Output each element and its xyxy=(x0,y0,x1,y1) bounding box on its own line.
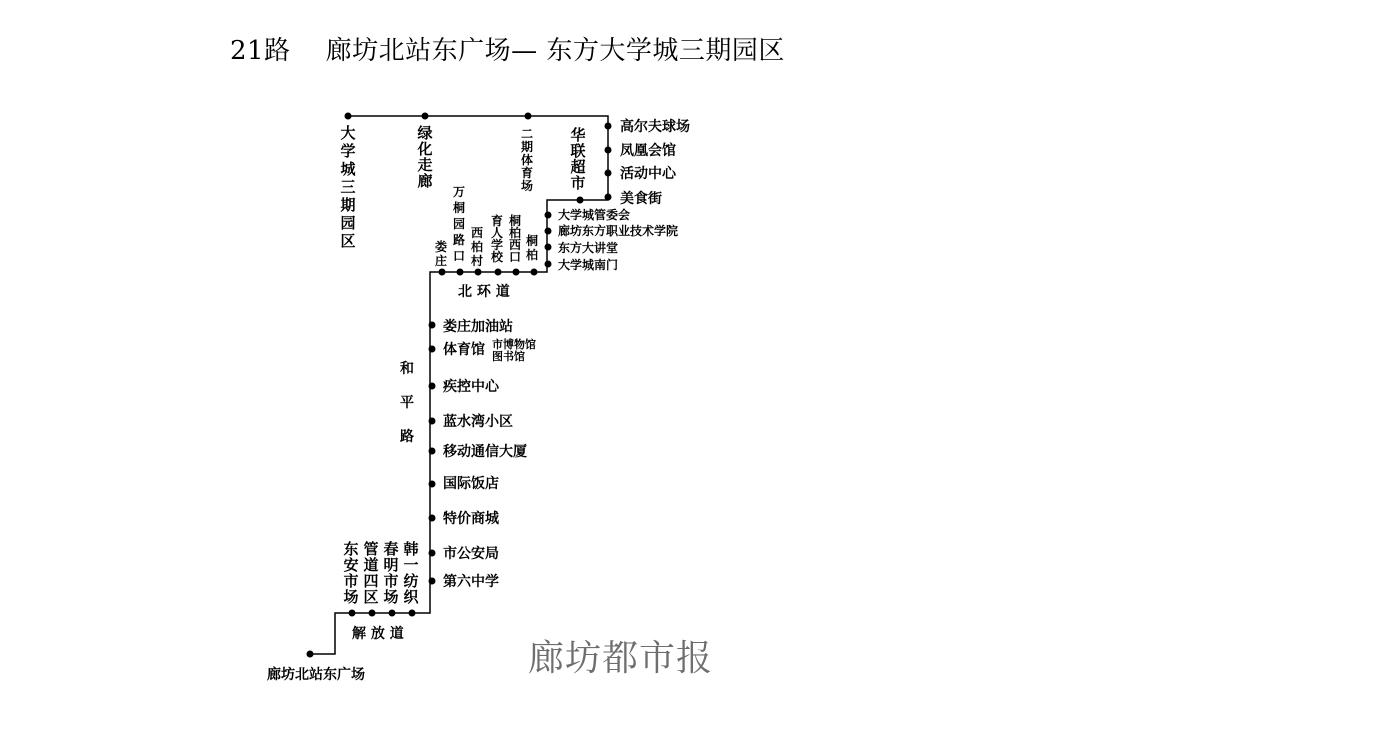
stop-dot xyxy=(605,194,612,201)
newspaper-watermark: 廊坊都市报 xyxy=(528,638,714,679)
stop-label-food-street: 美食街 xyxy=(620,191,662,207)
stop-label-daxuecheng-committee: 大学城管委会 xyxy=(558,208,631,222)
stop-label-yuren-school: 育人学校 xyxy=(490,214,504,264)
road-label-north-ring: 北 环 道 xyxy=(458,284,510,300)
stop-label-terminal-south: 廊坊北站东广场 xyxy=(267,667,365,683)
stop-dot xyxy=(439,269,446,276)
stop-label-guandao-district4: 管道四区 xyxy=(363,540,379,606)
stop-label-discount-mall: 特价商城 xyxy=(443,511,499,527)
stop-dot xyxy=(525,113,532,120)
stop-label-hualian-supermarket: 华联超市 xyxy=(570,126,586,192)
stop-label-gym: 体育馆 xyxy=(443,342,485,358)
stop-dot xyxy=(605,123,612,130)
stop-dot xyxy=(545,244,552,251)
stop-label-city-police: 市公安局 xyxy=(443,546,499,562)
stop-dot xyxy=(307,651,314,658)
stop-dot xyxy=(429,578,436,585)
stop-label-no6-middle-school: 第六中学 xyxy=(443,574,499,590)
stop-dot xyxy=(577,197,584,204)
route-title: 21路 廊坊北站东广场— 东方大学城三期园区 xyxy=(230,36,785,66)
stop-dot xyxy=(389,610,396,617)
road-label-heping-2: 平 xyxy=(400,395,414,411)
stop-label-terminal-north: 大学城三期园区 xyxy=(340,124,356,250)
stop-dot xyxy=(429,383,436,390)
stop-dot xyxy=(345,113,352,120)
stop-label-wantongyuan: 万桐园路口 xyxy=(452,185,466,263)
stop-dot xyxy=(349,610,356,617)
stop-label-dongfang-lecture-hall: 东方大讲堂 xyxy=(558,241,619,255)
stop-dot xyxy=(531,269,538,276)
stop-label-cdc: 疾控中心 xyxy=(443,379,499,395)
stop-dot xyxy=(429,481,436,488)
stop-label-museum-1: 市博物馆 xyxy=(492,338,536,351)
stop-label-phoenix-hall: 凤凰会馆 xyxy=(620,143,676,159)
stop-dot xyxy=(422,113,429,120)
stop-label-green-corridor: 绿化走廊 xyxy=(417,124,433,190)
stop-dot xyxy=(605,170,612,177)
stop-dot xyxy=(513,269,520,276)
stop-label-chunming-market: 春明市场 xyxy=(383,540,399,606)
stop-dot xyxy=(429,515,436,522)
vertical-labels xyxy=(340,124,585,606)
stop-label-hanyi-textile: 韩一纺织 xyxy=(403,540,419,606)
stop-label-lanshuiwan: 蓝水湾小区 xyxy=(443,414,513,430)
road-label-jiefang: 解 放 道 xyxy=(352,626,404,642)
stop-label-dongfang-vocational: 廊坊东方职业技术学院 xyxy=(558,224,679,238)
stop-dot xyxy=(475,269,482,276)
stop-dot xyxy=(429,322,436,329)
stop-dot xyxy=(409,610,416,617)
road-label-heping-1: 和 xyxy=(400,361,414,377)
stop-dot xyxy=(545,228,552,235)
horizontal-labels xyxy=(267,118,690,683)
stop-label-tongbai: 桐柏 xyxy=(525,234,539,262)
stop-label-dongan-market: 东安市场 xyxy=(343,540,359,606)
road-label-heping-3: 路 xyxy=(400,429,414,445)
stop-dot xyxy=(429,448,436,455)
stop-dot xyxy=(369,610,376,617)
stop-dot xyxy=(545,261,552,268)
stop-dot xyxy=(429,346,436,353)
stop-dot xyxy=(429,550,436,557)
stop-label-tongbai-west: 桐柏西口 xyxy=(508,214,522,264)
stop-dot xyxy=(605,147,612,154)
stop-label-mobile-building: 移动通信大厦 xyxy=(443,444,527,460)
stop-label-intl-hotel: 国际饭店 xyxy=(443,476,499,492)
stop-dot xyxy=(545,212,552,219)
stop-label-daxuecheng-south-gate: 大学城南门 xyxy=(558,258,619,272)
stop-dot xyxy=(429,418,436,425)
stop-label-museum-2: 图书馆 xyxy=(492,350,525,363)
stop-label-louzhuang-gas: 娄庄加油站 xyxy=(443,319,513,335)
stop-label-phase2-stadium: 二期体育场 xyxy=(520,127,534,193)
stop-label-xibai-village: 西柏村 xyxy=(470,226,484,268)
stop-label-louzhuang: 娄庄 xyxy=(434,240,448,268)
stop-label-golf-course: 高尔夫球场 xyxy=(620,119,690,135)
stop-label-activity-center: 活动中心 xyxy=(620,166,676,182)
stop-dot xyxy=(495,269,502,276)
stop-dot xyxy=(457,269,464,276)
